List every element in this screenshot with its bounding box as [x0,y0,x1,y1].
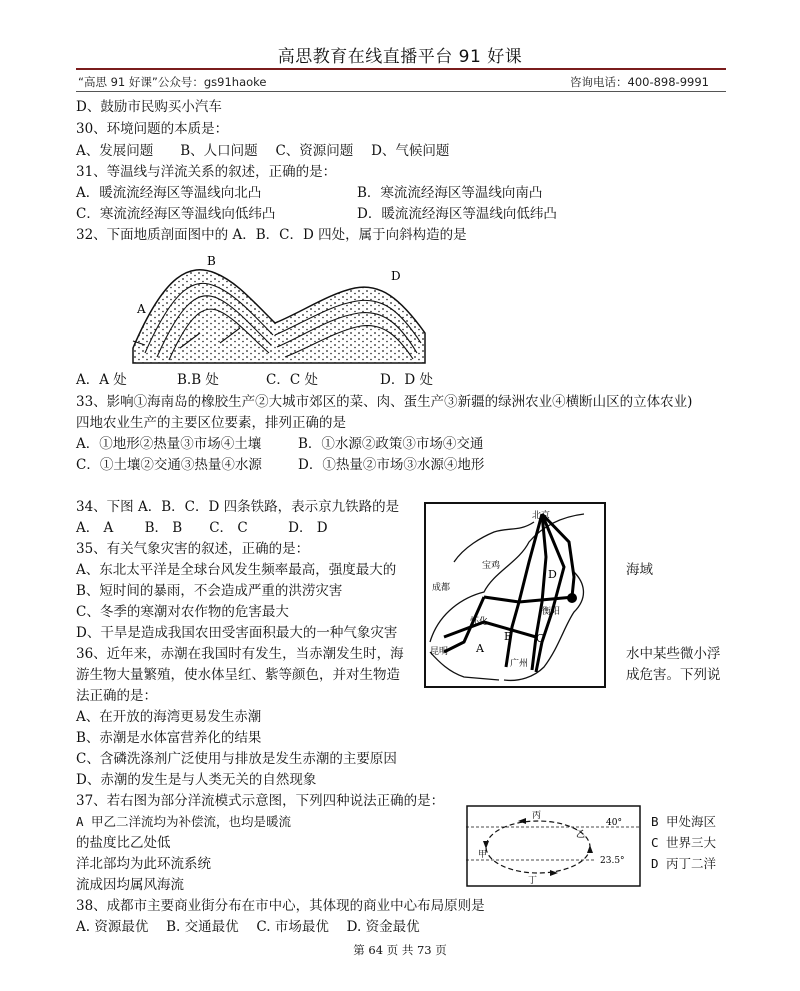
lat-40: 40° [606,818,622,828]
q32-question: 32、下面地质剖面图中的 A．B．C．D 四处，属于向斜构造的是 [76,227,467,243]
q36-question-line2-end: 成危害。下列说 [626,667,721,683]
q30-question: 30、环境问题的本质是： [76,121,229,137]
q33-question-line2: 四地农业生产的主要区位要素，排列正确的是 [76,415,346,431]
q38-question: 38、成都市主要商业街分布在市中心，其体现的商业中心布局原则是 [76,898,485,914]
q31-option-d: D．暖流流经海区等温线向低纬凸 [357,206,557,222]
current-label-jia: 甲 [478,850,488,860]
q32-option-b: B.B 处 [177,372,219,388]
page-title: 高思教育在线直播平台 91 好课 [277,47,523,67]
city-huaihua: 怀化 [470,617,489,627]
q37-option-c: C 世界三大 [651,835,717,850]
page-footer: 第 64 页 共 73 页 [353,943,447,957]
q36-option-c: C、含磷洗涤剂广泛使用与排放是发生赤潮的主要原因 [76,751,397,767]
geology-label-d: D [391,269,401,283]
q37-option-d-cont: 流成因均属风海流 [76,877,184,893]
q36-option-a: A、在开放的海湾更易发生赤潮 [76,709,262,725]
q35-option-a-end: 海域 [626,562,653,578]
q35-option-b: B、短时间的暴雨，不会造成严重的洪涝灾害 [76,583,343,599]
lat-23-5: 23.5° [600,856,625,866]
q31-option-c: C．寒流流经海区等温线向低纬凸 [76,206,276,222]
railway-map-figure [424,502,606,688]
q30-options: A、发展问题 B、人口问题 C、资源问题 D、气候问题 [76,143,450,159]
q31-option-a: A．暖流流经海区等温线向北凸 [76,185,262,201]
city-beijing: 北京 [532,511,551,521]
q33-option-a: A．①地形②热量③市场④土壤 [76,436,262,452]
q33-option-c: C．①土壤②交通③热量④水源 [76,457,262,473]
q36-question-line2: 游生物大量繁殖，使水体呈红、紫等颜色，并对生物造 [76,667,400,683]
q36-option-b: B、赤潮是水体富营养化的结果 [76,730,262,746]
city-chengdu: 成都 [432,583,451,593]
geology-label-b: B [207,254,216,268]
q33-question-line1: 33、影响①海南岛的橡胶生产②大城市郊区的菜、肉、蛋生产③新疆的绿洲农业④横断山区的立体农业) [76,394,693,410]
current-label-yi: 乙 [576,830,586,840]
header-rule-bottom [76,91,726,92]
q37-option-b: B 甲处海区 [651,814,717,829]
header-rule-top [76,68,726,70]
q37-option-d: D 丙丁二洋 [651,856,717,871]
line-label-c: C [536,632,545,645]
header-wechat: “高思 91 好课”公众号：gs91haoke [78,75,267,89]
q38-options: A. 资源最优 B. 交通最优 C. 市场最优 D. 资金最优 [76,919,420,935]
q35-option-c: C、冬季的寒潮对农作物的危害最大 [76,604,289,620]
geology-section-figure [125,253,430,368]
q33-option-d: D．①热量②市场③水源④地形 [298,457,485,473]
line-label-a: A [476,642,484,655]
city-guangzhou: 广州 [510,659,529,669]
q35-option-d: D、干旱是造成我国农田受害面积最大的一种气象灾害 [76,625,398,641]
city-kunming: 昆明 [430,647,449,657]
q34-question: 34、下图 A．B．C．D 四条铁路，表示京九铁路的是 [76,499,400,515]
q36-option-d: D、赤潮的发生是与人类无关的自然现象 [76,772,317,788]
geology-label-a: A [137,302,146,316]
q37-option-a: A 甲乙二洋流均为补偿流，也均是暖流 [76,814,292,829]
current-label-ding: 丁 [528,876,538,886]
q29-option-d: D、鼓励市民购买小汽车 [76,99,222,115]
q36-question-line1-end: 水中某些微小浮 [626,646,721,662]
q36-question-line1: 36、近年来，赤潮在我国时有发生，当赤潮发生时，海 [76,646,404,662]
q31-option-b: B．寒流流经海区等温线向南凸 [357,185,543,201]
current-label-bing: 丙 [532,811,542,821]
q31-question: 31、等温线与洋流关系的叙述，正确的是： [76,164,337,180]
q32-option-d: D．D 处 [380,372,433,388]
q34-options: A． A B． B C． C D． D [76,520,328,536]
line-label-b: B [504,630,513,643]
header-phone: 咨询电话：400-898-9991 [570,75,709,89]
q32-option-a: A．A 处 [76,372,127,388]
ocean-current-figure [466,805,641,887]
city-hengyang: 衡阳 [542,607,561,617]
q37-option-b-cont: 的盐度比乙处低 [76,835,171,851]
q37-question: 37、若右图为部分洋流模式示意图，下列四种说法正确的是： [76,793,445,809]
city-baoji: 宝鸡 [482,561,501,571]
q37-option-c-cont: 洋北部均为此环流系统 [76,856,211,872]
q35-option-a: A、东北太平洋是全球台风发生频率最高，强度最大的 [76,562,397,578]
q36-question-line3: 法正确的是： [76,688,157,704]
q33-option-b: B．①水源②政策③市场④交通 [298,436,484,452]
q35-question: 35、有关气象灾害的叙述，正确的是： [76,541,310,557]
line-label-d: D [548,568,557,581]
q32-option-c: C．C 处 [266,372,318,388]
